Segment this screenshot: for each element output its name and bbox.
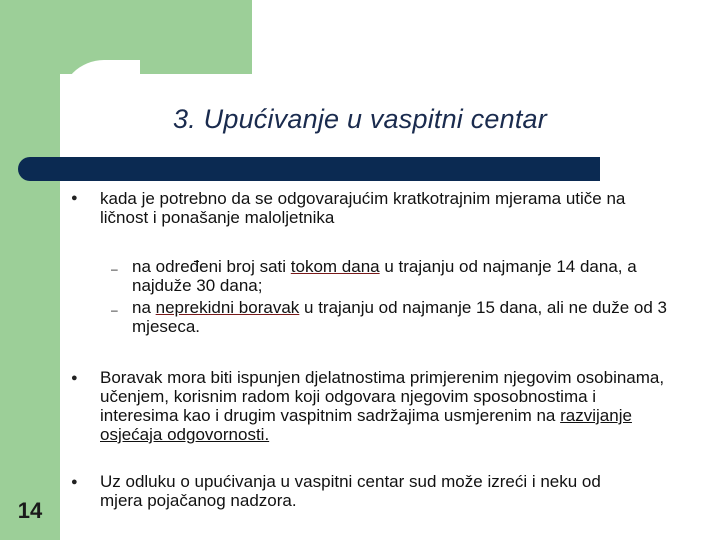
slide-number: 14: [17, 498, 43, 523]
bullet-3-text: Uz odluku o upućivanja u vaspitni centar sud može izreći i neku od mjera pojačanog nadzora.: [100, 472, 601, 510]
dash-icon: –: [111, 303, 118, 317]
left-decoration-bar: [0, 0, 60, 540]
bullet-icon: ●: [71, 476, 78, 488]
bullet-icon: ●: [71, 372, 78, 384]
title-underline-bar: [18, 157, 600, 181]
sub-bullet-2-text: na neprekidni boravak u trajanju od najmanje 15 dana, ali ne duže od 3 mjeseca.: [132, 298, 667, 336]
sub-bullet-1-emphasis: tokom dana: [290, 257, 380, 276]
bullet-2-text: Boravak mora biti ispunjen djelatnostima primjerenim njegovim osobinama, učenjem, korisnim radom koji odgovara njegovim sposobnostima i interesima kao i drugim vaspitnim sadržajima usmjerenim na razvijanje osjećaja odgovornosti.: [100, 368, 665, 444]
bullet-1-text: kada je potrebno da se odgovarajućim kratkotrajnim mjerama utiče na ličnost i ponašanje maloljetnika: [100, 189, 626, 227]
sub-bullet-2-emphasis: neprekidni boravak: [155, 298, 300, 317]
bullet-2-emphasis: razvijanje osjećaja odgovornosti.: [100, 406, 632, 444]
slide-title: 3. Upućivanje u vaspitni centar: [173, 104, 547, 134]
sub-bullet-1-text: na određeni broj sati tokom dana u trajanju od najmanje 14 dana, a najduže 30 dana;: [132, 257, 637, 295]
bullet-icon: ●: [71, 192, 78, 204]
dash-icon: –: [111, 262, 118, 276]
